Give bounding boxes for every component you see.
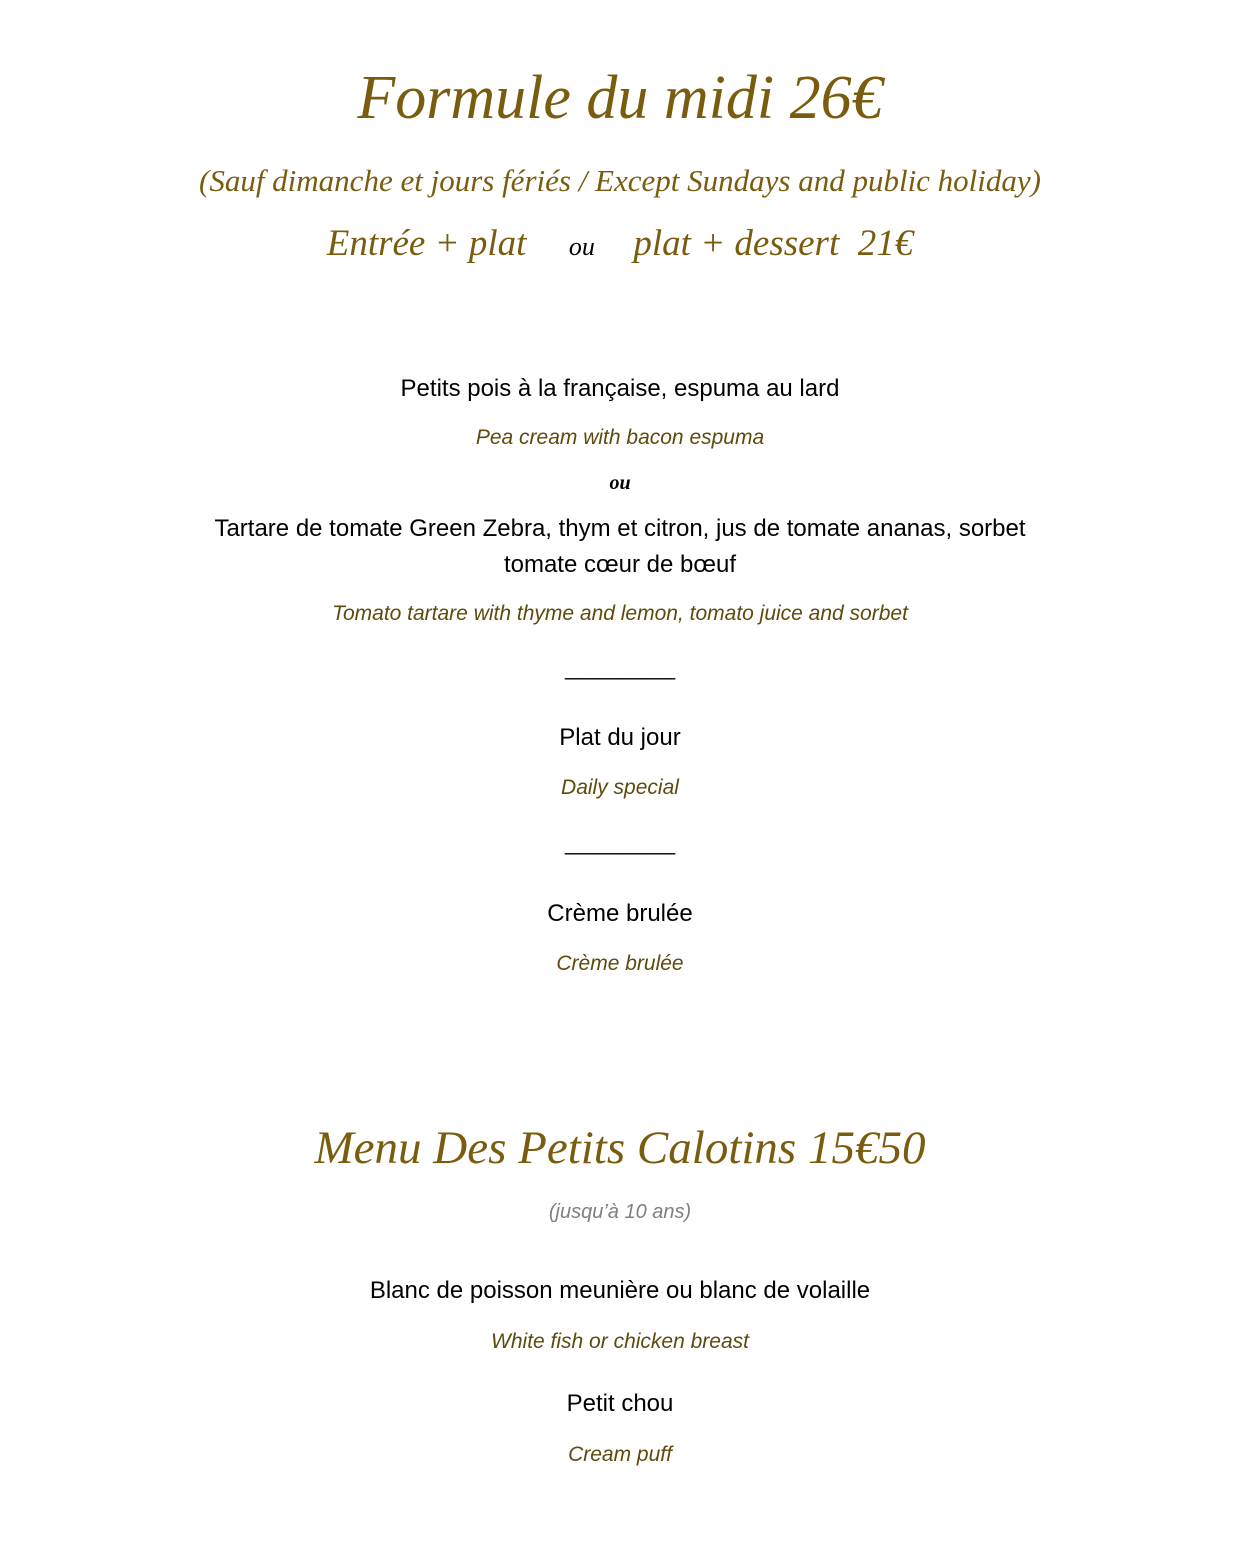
starter-1-en: Pea cream with bacon espuma: [475, 426, 765, 449]
dessert-en: Crème brulée: [556, 952, 684, 975]
lunch-menu-options: [0, 222, 1240, 269]
separator-2: _________: [564, 830, 676, 855]
kids-item-1-fr: Blanc de poisson meunière ou blanc de volaille: [369, 1277, 871, 1304]
option-starter-main: Entrée + plat: [326, 223, 527, 264]
lunch-menu-note: (Sauf dimanche et jours fériés / Except Sundays and public holiday): [199, 163, 1041, 198]
main-fr: Plat du jour: [559, 724, 681, 751]
dessert-fr: Crème brulée: [547, 900, 693, 927]
kids-item-2-en: Cream puff: [568, 1443, 672, 1466]
starter-2-en: Tomato tartare with thyme and lemon, tomato juice and sorbet: [332, 602, 908, 625]
starter-or: ou: [609, 472, 631, 494]
lunch-menu-title: Formule du midi 26€: [357, 64, 883, 132]
starter-2-fr-line2: tomate cœur de bœuf: [503, 551, 737, 578]
kids-item-2-fr: Petit chou: [566, 1390, 674, 1417]
option-main-dessert: plat + dessert 21€: [633, 223, 914, 264]
kids-item-1-en: White fish or chicken breast: [491, 1330, 749, 1353]
separator-1: _________: [564, 655, 676, 680]
kids-menu-age-note: (jusqu’à 10 ans): [548, 1201, 692, 1223]
starter-2-fr-line1: Tartare de tomate Green Zebra, thym et citron, jus de tomate ananas, sorbet: [214, 515, 1026, 542]
starter-1-fr: Petits pois à la française, espuma au lard: [400, 375, 840, 402]
option-or: ou: [568, 232, 595, 261]
main-en: Daily special: [561, 776, 679, 799]
kids-menu-title: Menu Des Petits Calotins 15€50: [314, 1122, 926, 1174]
